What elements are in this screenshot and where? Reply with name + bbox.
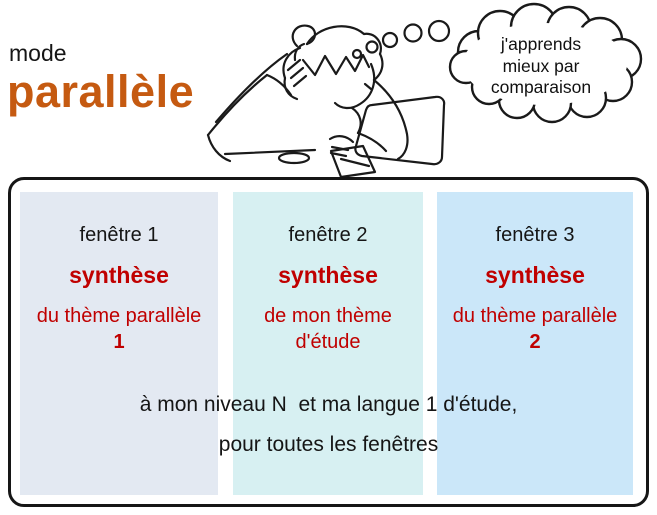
window-2-detail-line2: d'étude [295, 331, 361, 353]
thought-line-1: j'apprends [500, 34, 582, 54]
window-3-heading: synthèse [485, 262, 585, 288]
window-3-detail-line2: 2 [529, 331, 541, 353]
window-1-detail-line1: du thème parallèle [36, 305, 202, 327]
window-2-title: fenêtre 2 [288, 224, 368, 246]
window-1-heading: synthèse [69, 262, 169, 288]
thought-bubbles-icon [353, 21, 449, 58]
footer-note-line1: à mon niveau N et ma langue 1 d'étude, [139, 393, 518, 416]
thought-line-2: mieux par [502, 55, 580, 76]
window-1-title: fenêtre 1 [79, 224, 159, 246]
window-1-detail-line2: 1 [113, 331, 125, 353]
window-2-heading: synthèse [278, 262, 378, 288]
page-title: parallèle [7, 66, 195, 117]
mode-label: mode [9, 40, 67, 66]
window-2-detail-line1: de mon thème [264, 305, 392, 327]
window-3-title: fenêtre 3 [495, 224, 575, 246]
window-3-detail-line1: du thème parallèle [452, 305, 618, 327]
footer-note-line2: pour toutes les fenêtres [218, 433, 439, 456]
thought-cloud-text [452, 34, 630, 99]
thought-line-3: comparaison [490, 77, 592, 97]
